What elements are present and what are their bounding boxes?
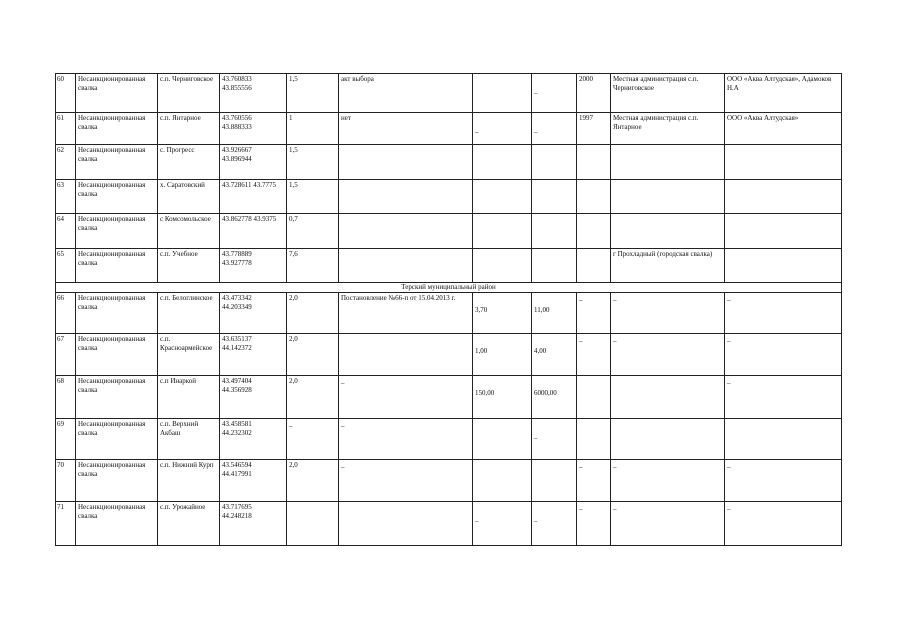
operator: _ (727, 461, 731, 469)
operator-cell (725, 460, 842, 502)
value-2: _ (534, 432, 538, 440)
document-cell (339, 376, 473, 419)
settlement: с.п Инаркой (160, 377, 197, 385)
settlement-cell (158, 293, 220, 334)
administration-cell (611, 249, 725, 283)
operator-cell (725, 74, 842, 113)
coordinates: 43.546594 44.417991 (222, 461, 252, 478)
year: 1997 (579, 114, 593, 122)
row-number: 63 (57, 181, 64, 189)
area-cell (287, 214, 339, 249)
administration-cell (611, 113, 725, 145)
document: нет (341, 114, 351, 122)
year-cell (577, 74, 611, 113)
document: _ (341, 461, 345, 469)
dump-sites-table (55, 73, 842, 546)
value-2-cell (532, 180, 577, 214)
object-type-cell (76, 113, 158, 145)
value-1-cell (473, 334, 532, 376)
settlement: с.п. Учебное (160, 250, 198, 258)
settlement: с.п. Белоглинское (160, 294, 213, 302)
row-number: 60 (57, 75, 64, 83)
value-2-cell (532, 419, 577, 460)
coordinates-cell (220, 419, 287, 460)
document-cell (339, 249, 473, 283)
operator-cell (725, 180, 842, 214)
object-type-cell (76, 180, 158, 214)
coordinates-cell (220, 249, 287, 283)
coordinates: 43.926667 43.896944 (222, 146, 252, 163)
value-1-cell (473, 249, 532, 283)
row-number-cell (56, 376, 76, 419)
administration-cell (611, 293, 725, 334)
area-cell (287, 502, 339, 546)
area: 1 (289, 114, 293, 122)
area: 1,5 (289, 146, 298, 154)
section-row (56, 283, 842, 293)
operator-cell (725, 334, 842, 376)
year-cell (577, 145, 611, 180)
administration-cell (611, 502, 725, 546)
operator: _ (727, 335, 731, 343)
coordinates: 43.473342 44.203349 (222, 294, 252, 311)
settlement-cell (158, 334, 220, 376)
value-1-cell (473, 419, 532, 460)
area-cell (287, 376, 339, 419)
coordinates-cell (220, 502, 287, 546)
area: 1,5 (289, 181, 298, 189)
value-1-cell (473, 145, 532, 180)
table-row (56, 214, 842, 249)
area-cell (287, 113, 339, 145)
administration: Местная администрация с.п. Янтарное (613, 114, 699, 131)
value-2-cell (532, 334, 577, 376)
coordinates-cell (220, 180, 287, 214)
coordinates: 43.497404 44.356928 (222, 377, 252, 394)
document-cell (339, 334, 473, 376)
operator-cell (725, 145, 842, 180)
settlement-cell (158, 419, 220, 460)
row-number-cell (56, 180, 76, 214)
row-number: 65 (57, 250, 64, 258)
object-type: Несанкционированная свалка (78, 461, 146, 478)
operator-cell (725, 113, 842, 145)
year-cell (577, 334, 611, 376)
administration-cell (611, 334, 725, 376)
value-1-cell (473, 502, 532, 546)
value-2: _ (534, 515, 538, 523)
administration: _ (613, 294, 617, 302)
object-type-cell (76, 74, 158, 113)
row-number-cell (56, 502, 76, 546)
table-row (56, 113, 842, 145)
coordinates: 43.458581 44.232302 (222, 420, 252, 437)
administration-cell (611, 145, 725, 180)
object-type: Несанкционированная свалка (78, 335, 146, 352)
row-number-cell (56, 249, 76, 283)
year-cell (577, 113, 611, 145)
area: 7,6 (289, 250, 298, 258)
value-2: 4,00 (534, 347, 547, 355)
object-type: Несанкционированная свалка (78, 181, 146, 198)
row-number: 68 (57, 377, 64, 385)
settlement-cell (158, 74, 220, 113)
coordinates: 43.760833 43.855556 (222, 75, 252, 92)
value-2-cell (532, 249, 577, 283)
coordinates-cell (220, 293, 287, 334)
area: 2,0 (289, 377, 298, 385)
document-cell (339, 113, 473, 145)
value-1-cell (473, 460, 532, 502)
area: 2,0 (289, 294, 298, 302)
row-number-cell (56, 214, 76, 249)
settlement: с.п. Красноармейское (160, 335, 213, 352)
value-2-cell (532, 214, 577, 249)
value-2-cell (532, 113, 577, 145)
row-number: 66 (57, 294, 64, 302)
area: 2,0 (289, 335, 298, 343)
value-1: 150,00 (475, 389, 495, 397)
object-type-cell (76, 334, 158, 376)
coordinates-cell (220, 145, 287, 180)
year-cell (577, 376, 611, 419)
value-1-cell (473, 293, 532, 334)
document: _ (341, 377, 345, 385)
coordinates: 43.862778 43.9375 (222, 215, 277, 223)
row-number: 62 (57, 146, 64, 154)
row-number: 61 (57, 114, 64, 122)
document-cell (339, 293, 473, 334)
administration: _ (613, 335, 617, 343)
settlement-cell (158, 249, 220, 283)
settlement-cell (158, 376, 220, 419)
row-number-cell (56, 113, 76, 145)
document-cell (339, 74, 473, 113)
document: Постановление №66-п от 15.04.2013 г. (341, 294, 456, 302)
value-2-cell (532, 74, 577, 113)
year: _ (579, 335, 583, 343)
object-type: Несанкционированная свалка (78, 503, 146, 520)
settlement: х. Саратовский (160, 181, 205, 189)
table-row (56, 180, 842, 214)
document-cell (339, 180, 473, 214)
row-number: 64 (57, 215, 64, 223)
administration-cell (611, 376, 725, 419)
coordinates-cell (220, 74, 287, 113)
administration: _ (613, 503, 617, 511)
year-cell (577, 214, 611, 249)
document-cell (339, 502, 473, 546)
year-cell (577, 180, 611, 214)
administration-cell (611, 419, 725, 460)
settlement: с.п. Черниговское (160, 75, 214, 83)
value-1: _ (475, 126, 479, 134)
table-row (56, 145, 842, 180)
operator: ООО «Аква Алтудская» (727, 114, 799, 122)
value-2-cell (532, 460, 577, 502)
document-cell (339, 145, 473, 180)
value-1: _ (475, 515, 479, 523)
administration: _ (613, 461, 617, 469)
year-cell (577, 293, 611, 334)
document-cell (339, 460, 473, 502)
area: 1,5 (289, 75, 298, 83)
coordinates: 43.717695 44.248218 (222, 503, 252, 520)
area-cell (287, 180, 339, 214)
table-row (56, 419, 842, 460)
document: акт выбора (341, 75, 374, 83)
operator: _ (727, 503, 731, 511)
document-cell (339, 419, 473, 460)
operator-cell (725, 293, 842, 334)
coordinates-cell (220, 376, 287, 419)
administration-cell (611, 180, 725, 214)
settlement: с. Прогресс (160, 146, 195, 154)
value-1-cell (473, 376, 532, 419)
table-row (56, 74, 842, 113)
settlement-cell (158, 145, 220, 180)
table-row (56, 502, 842, 546)
year-cell (577, 460, 611, 502)
object-type-cell (76, 293, 158, 334)
coordinates: 43.728611 43.7775 (222, 181, 276, 189)
operator-cell (725, 502, 842, 546)
operator: ООО «Аква Алтудская», Адамоков Н.А (727, 75, 832, 92)
row-number-cell (56, 145, 76, 180)
area-cell (287, 249, 339, 283)
coordinates: 43.778889 43.927778 (222, 250, 252, 267)
operator: _ (727, 294, 731, 302)
year: _ (579, 461, 583, 469)
area: _ (289, 420, 293, 428)
area-cell (287, 419, 339, 460)
object-type: Несанкционированная свалка (78, 250, 146, 267)
coordinates-cell (220, 460, 287, 502)
object-type: Несанкционированная свалка (78, 294, 146, 311)
value-2: 11,00 (534, 306, 550, 314)
value-2-cell (532, 293, 577, 334)
coordinates-cell (220, 334, 287, 376)
coordinates-cell (220, 113, 287, 145)
value-1-cell (473, 74, 532, 113)
year-cell (577, 249, 611, 283)
settlement-cell (158, 460, 220, 502)
administration-cell (611, 460, 725, 502)
row-number-cell (56, 293, 76, 334)
row-number: 71 (57, 503, 64, 511)
operator-cell (725, 249, 842, 283)
area-cell (287, 74, 339, 113)
value-1: 1,00 (475, 347, 488, 355)
object-type: Несанкционированная свалка (78, 420, 146, 437)
row-number-cell (56, 334, 76, 376)
coordinates-cell (220, 214, 287, 249)
object-type-cell (76, 249, 158, 283)
year: _ (579, 294, 583, 302)
object-type: Несанкционированная свалка (78, 75, 146, 92)
row-number-cell (56, 460, 76, 502)
value-1-cell (473, 180, 532, 214)
document-cell (339, 214, 473, 249)
value-1: 3,70 (475, 306, 488, 314)
year: 2000 (579, 75, 593, 83)
administration-cell (611, 214, 725, 249)
operator-cell (725, 214, 842, 249)
settlement-cell (158, 113, 220, 145)
value-2-cell (532, 376, 577, 419)
settlement-cell (158, 214, 220, 249)
settlement: с.п. Нижний Курп (160, 461, 214, 469)
settlement: с.п. Верхний Акбаш (160, 420, 199, 437)
operator-cell (725, 376, 842, 419)
table-row (56, 376, 842, 419)
object-type-cell (76, 145, 158, 180)
settlement: с.п. Янтарное (160, 114, 201, 122)
object-type: Несанкционированная свалка (78, 215, 146, 232)
area-cell (287, 334, 339, 376)
coordinates: 43.760556 43.888333 (222, 114, 252, 131)
row-number: 69 (57, 420, 64, 428)
area-cell (287, 293, 339, 334)
settlement: с.п. Урожайное (160, 503, 206, 511)
settlement: с Комсомольское (160, 215, 211, 223)
area-cell (287, 460, 339, 502)
operator: _ (727, 377, 731, 385)
row-number: 70 (57, 461, 64, 469)
year: _ (579, 503, 583, 511)
area-cell (287, 145, 339, 180)
value-1-cell (473, 113, 532, 145)
value-1-cell (473, 214, 532, 249)
object-type-cell (76, 214, 158, 249)
table-row (56, 249, 842, 283)
value-2-cell (532, 502, 577, 546)
year-cell (577, 419, 611, 460)
value-2: _ (534, 126, 538, 134)
administration: г Прохладный (городская свалка) (613, 250, 713, 258)
table-row (56, 293, 842, 334)
document: _ (341, 420, 345, 428)
area: 2,0 (289, 461, 298, 469)
settlement-cell (158, 180, 220, 214)
row-number: 67 (57, 335, 64, 343)
row-number-cell (56, 419, 76, 460)
object-type: Несанкционированная свалка (78, 146, 146, 163)
object-type-cell (76, 502, 158, 546)
section-title: Терский муниципальный район (56, 283, 842, 293)
table-row (56, 334, 842, 376)
year-cell (577, 502, 611, 546)
value-2-cell (532, 145, 577, 180)
object-type-cell (76, 419, 158, 460)
object-type: Несанкционированная свалка (78, 377, 146, 394)
area: 0,7 (289, 215, 298, 223)
administration-cell (611, 74, 725, 113)
object-type: Несанкционированная свалка (78, 114, 146, 131)
table-row (56, 460, 842, 502)
administration: Местная администрация с.п. Черниговское (613, 75, 699, 92)
row-number-cell (56, 74, 76, 113)
value-2: 6000,00 (534, 389, 557, 397)
operator-cell (725, 419, 842, 460)
object-type-cell (76, 376, 158, 419)
value-2: _ (534, 87, 538, 95)
object-type-cell (76, 460, 158, 502)
settlement-cell (158, 502, 220, 546)
coordinates: 43.635137 44.142372 (222, 335, 252, 352)
